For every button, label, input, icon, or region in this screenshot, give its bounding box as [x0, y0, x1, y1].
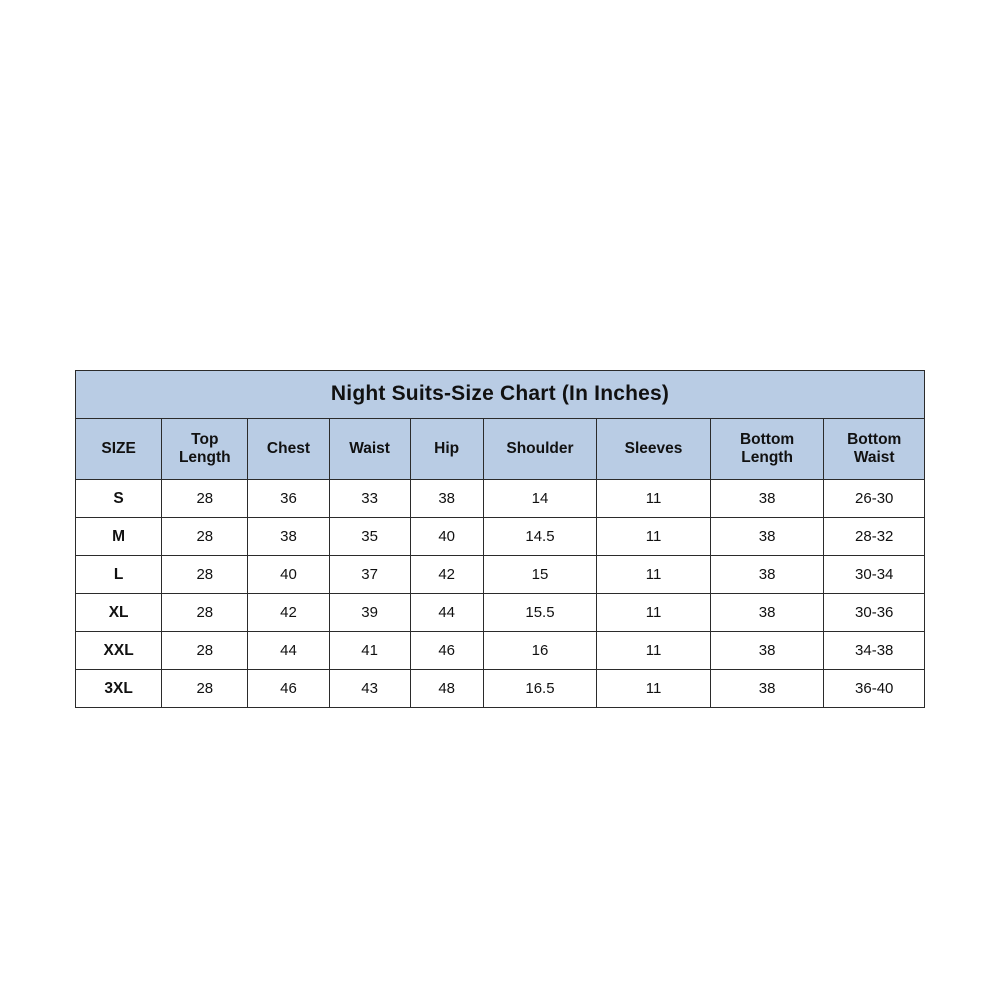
table-row: [76, 632, 925, 670]
size-label-cell: XL: [76, 594, 162, 632]
size-label-cell: 3XL: [76, 670, 162, 708]
measurement-cell: 46: [248, 670, 329, 708]
measurement-cell: 28: [162, 518, 248, 556]
page-title: Night Suits-Size Chart (In Inches): [76, 371, 925, 419]
column-header-line: Shoulder: [506, 440, 574, 458]
measurement-cell: 38: [410, 480, 483, 518]
column-header-line: Bottom: [847, 431, 902, 449]
measurement-cell: 15: [483, 556, 597, 594]
measurement-cell: 36-40: [824, 670, 925, 708]
measurement-cell: 43: [329, 670, 410, 708]
measurement-cell: 38: [710, 518, 824, 556]
measurement-cell: 11: [597, 480, 711, 518]
size-label-cell: L: [76, 556, 162, 594]
table-row: [76, 594, 925, 632]
measurement-cell: 37: [329, 556, 410, 594]
column-header-line: Chest: [266, 440, 310, 458]
measurement-cell: 15.5: [483, 594, 597, 632]
measurement-cell: 40: [248, 556, 329, 594]
measurement-cell: 28: [162, 632, 248, 670]
column-header-line: Top: [191, 431, 219, 449]
measurement-cell: 11: [597, 632, 711, 670]
measurement-cell: 36: [248, 480, 329, 518]
column-header: [710, 419, 824, 480]
column-header: [597, 419, 711, 480]
column-header-line: Hip: [434, 440, 460, 458]
column-header-line: Length: [178, 449, 231, 466]
measurement-cell: 46: [410, 632, 483, 670]
measurement-cell: 40: [410, 518, 483, 556]
measurement-cell: 44: [410, 594, 483, 632]
table-row: [76, 480, 925, 518]
column-header: [329, 419, 410, 480]
column-header: [483, 419, 597, 480]
column-header-line: SIZE: [101, 440, 136, 458]
column-header: [410, 419, 483, 480]
size-chart-container: [75, 370, 925, 708]
measurement-cell: 28: [162, 480, 248, 518]
measurement-cell: 34-38: [824, 632, 925, 670]
column-header-line: Sleeves: [624, 440, 683, 458]
size-label-cell: S: [76, 480, 162, 518]
size-chart-table: [75, 370, 925, 708]
column-header: [824, 419, 925, 480]
measurement-cell: 28: [162, 556, 248, 594]
measurement-cell: 39: [329, 594, 410, 632]
measurement-cell: 11: [597, 518, 711, 556]
column-header-line: Waist: [853, 449, 895, 466]
measurement-cell: 28: [162, 594, 248, 632]
measurement-cell: 26-30: [824, 480, 925, 518]
measurement-cell: 41: [329, 632, 410, 670]
measurement-cell: 38: [710, 594, 824, 632]
column-header-line: Waist: [349, 440, 390, 458]
size-label-cell: XXL: [76, 632, 162, 670]
table-header-row: [76, 419, 925, 480]
table-row: [76, 518, 925, 556]
measurement-cell: 38: [710, 670, 824, 708]
measurement-cell: 42: [248, 594, 329, 632]
column-header-line: Bottom: [739, 431, 795, 449]
table-row: [76, 556, 925, 594]
measurement-cell: 38: [248, 518, 329, 556]
measurement-cell: 14: [483, 480, 597, 518]
column-header: [76, 419, 162, 480]
table-row: [76, 670, 925, 708]
measurement-cell: 28-32: [824, 518, 925, 556]
column-header-line: Length: [741, 449, 793, 466]
measurement-cell: 30-34: [824, 556, 925, 594]
measurement-cell: 30-36: [824, 594, 925, 632]
measurement-cell: 38: [710, 556, 824, 594]
measurement-cell: 11: [597, 594, 711, 632]
column-header: [162, 419, 248, 480]
chart-title-row: [76, 371, 925, 419]
measurement-cell: 11: [597, 670, 711, 708]
measurement-cell: 48: [410, 670, 483, 708]
measurement-cell: 44: [248, 632, 329, 670]
size-label-cell: M: [76, 518, 162, 556]
measurement-cell: 33: [329, 480, 410, 518]
measurement-cell: 16: [483, 632, 597, 670]
measurement-cell: 28: [162, 670, 248, 708]
measurement-cell: 42: [410, 556, 483, 594]
column-header: [248, 419, 329, 480]
measurement-cell: 14.5: [483, 518, 597, 556]
measurement-cell: 35: [329, 518, 410, 556]
measurement-cell: 11: [597, 556, 711, 594]
measurement-cell: 38: [710, 480, 824, 518]
measurement-cell: 38: [710, 632, 824, 670]
measurement-cell: 16.5: [483, 670, 597, 708]
